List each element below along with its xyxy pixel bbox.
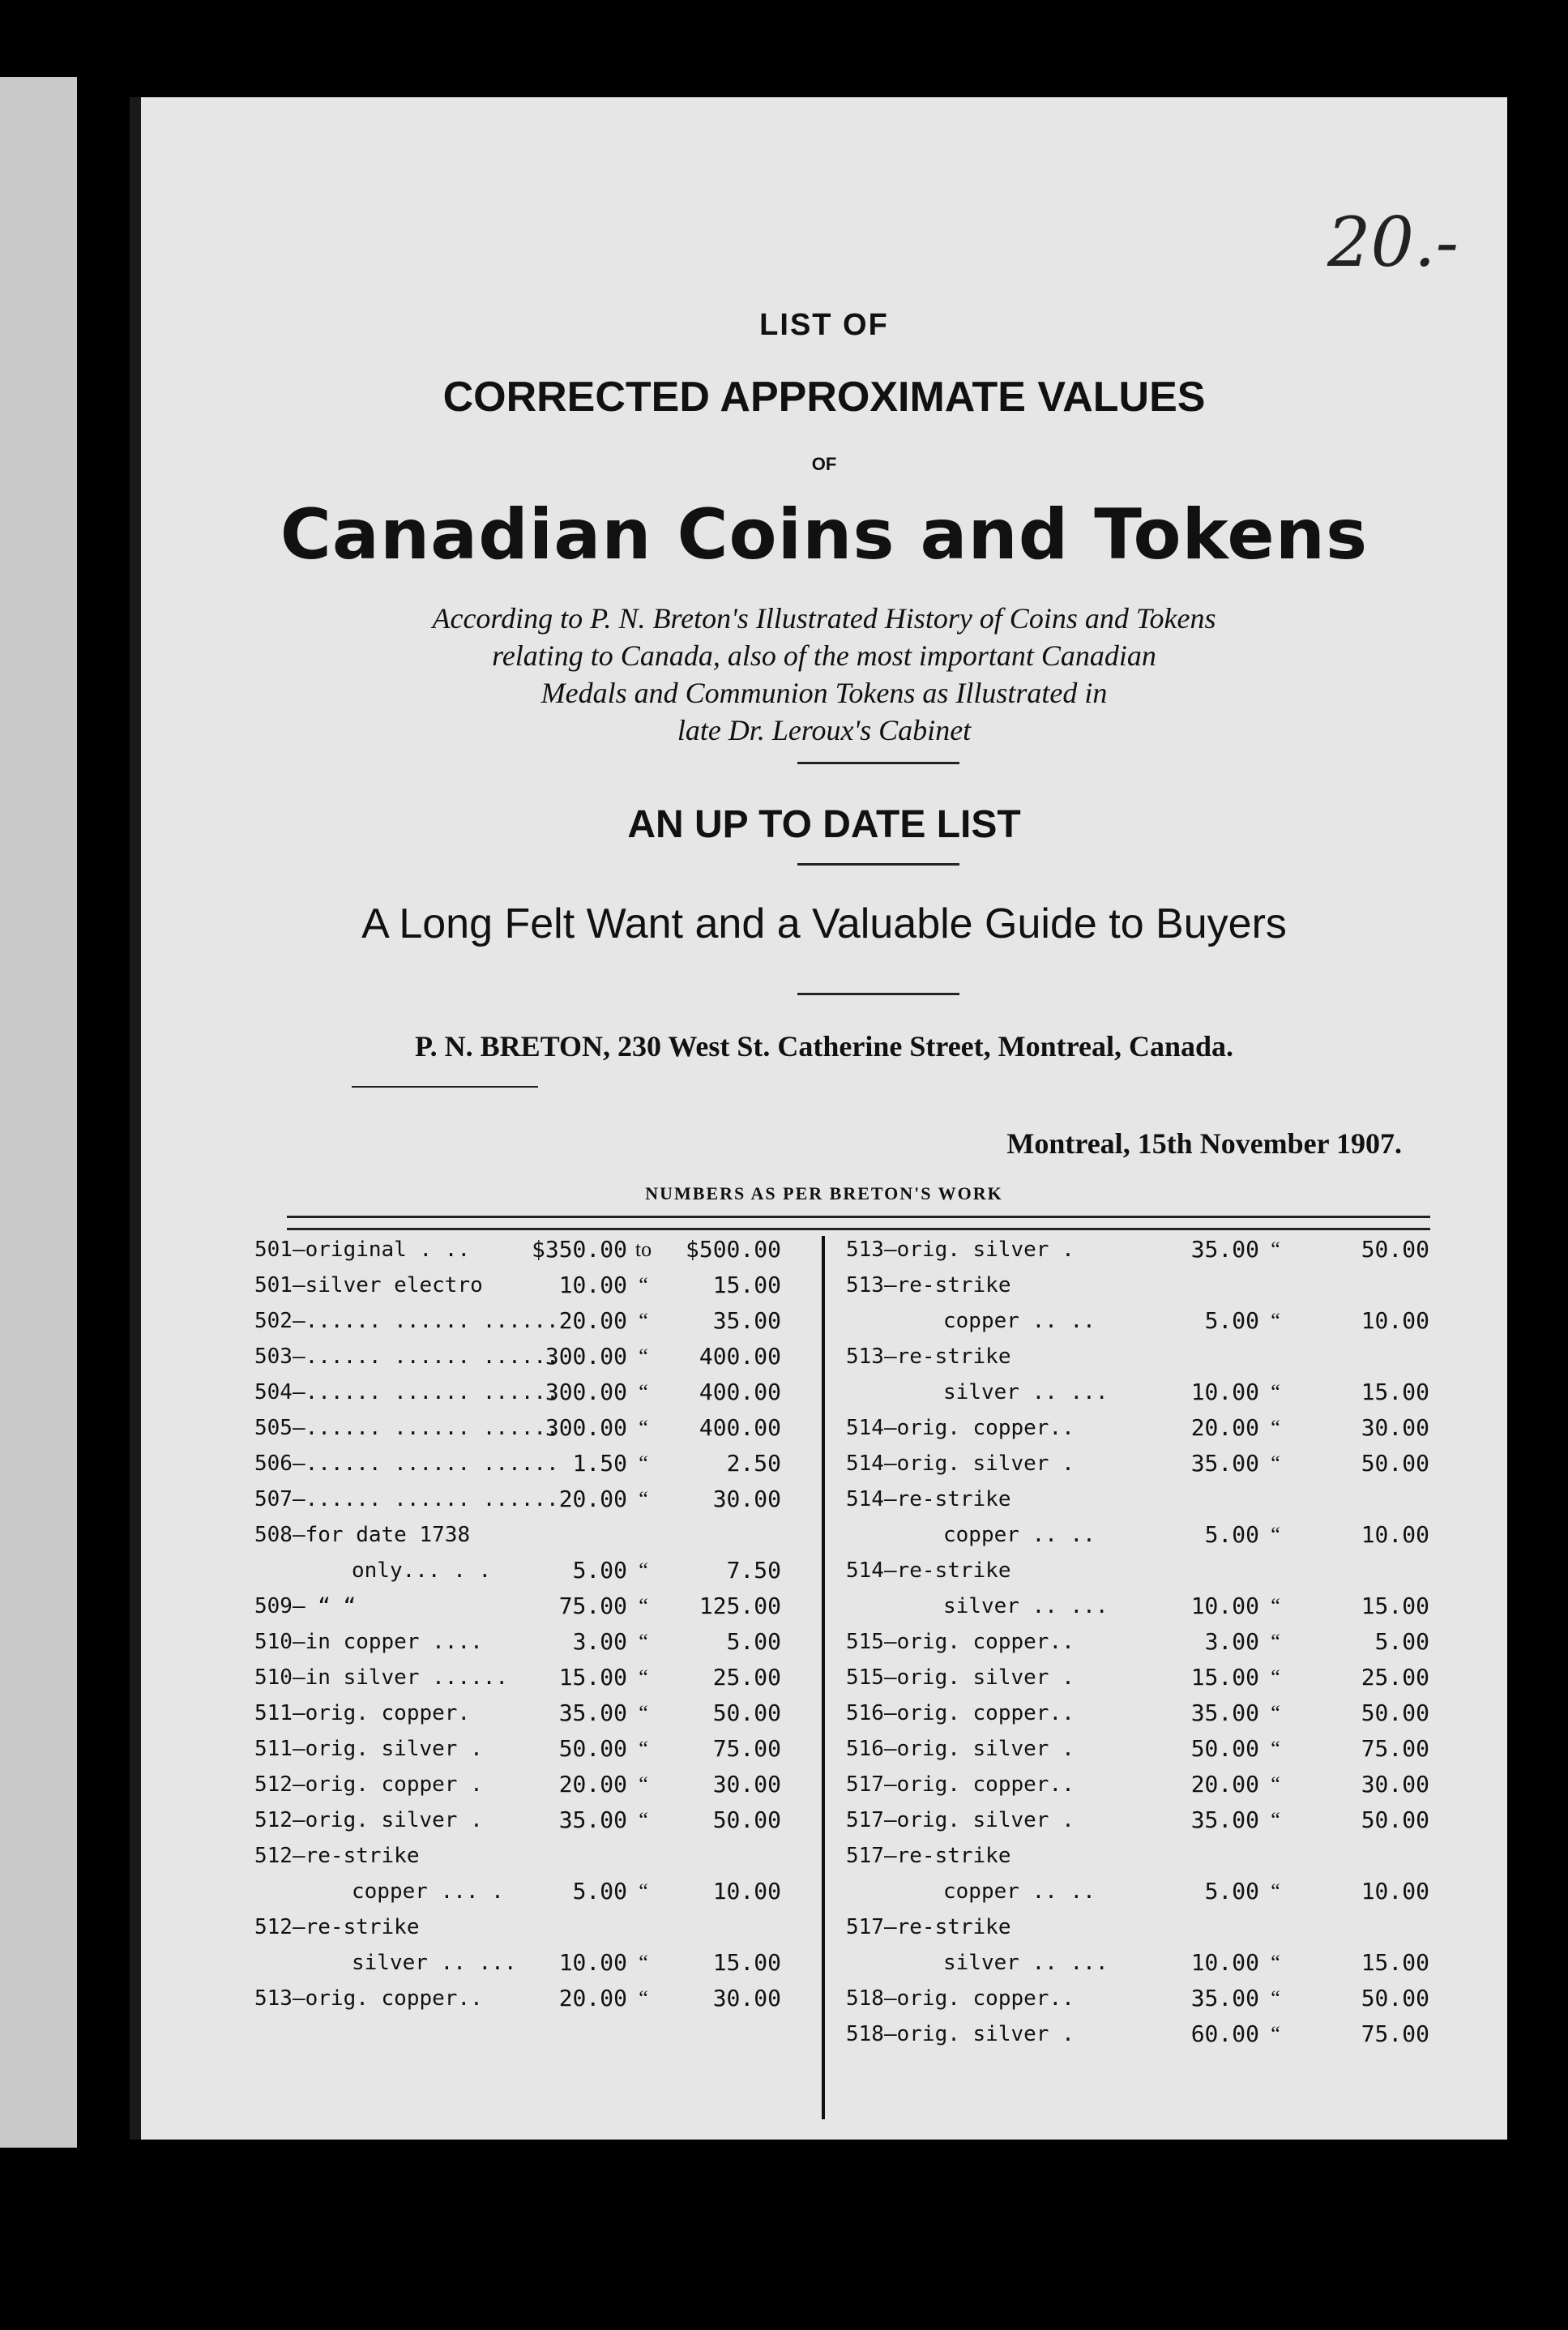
value-low: 10.00 <box>1190 1379 1259 1405</box>
document-page <box>130 97 1507 2140</box>
value-low: 5.00 <box>572 1878 627 1905</box>
item-description: 501—silver electro <box>254 1273 483 1298</box>
table-row <box>254 1695 814 1731</box>
value-low: 300.00 <box>545 1343 627 1370</box>
value-high: 75.00 <box>1361 2020 1429 2047</box>
table-row <box>846 1588 1462 1624</box>
table-row <box>846 1268 1462 1303</box>
price-list-left <box>254 1232 814 2016</box>
value-low: 1.50 <box>572 1450 627 1477</box>
value-separator: “ <box>639 1951 648 1974</box>
value-separator: “ <box>1271 1630 1280 1653</box>
item-description: 512—re-strike <box>254 1915 420 1939</box>
table-row <box>846 1410 1462 1446</box>
value-separator: “ <box>1271 1986 1280 2010</box>
subtitle-line: According to P. N. Breton's Illustrated History of Coins and Tokens <box>432 602 1216 635</box>
value-high <box>1292 1909 1429 1945</box>
item-description: 515—orig. copper.. <box>846 1630 1075 1654</box>
value-low: 10.00 <box>1190 1593 1259 1619</box>
value-separator: “ <box>1271 1701 1280 1725</box>
value-separator: “ <box>639 1487 648 1511</box>
value-high: 35.00 <box>712 1307 781 1334</box>
value-low: 10.00 <box>558 1272 627 1298</box>
value-low: 35.00 <box>558 1699 627 1726</box>
table-row <box>846 1517 1462 1553</box>
table-row <box>254 1517 814 1553</box>
value-low: 50.00 <box>1190 1735 1259 1762</box>
value-high: 15.00 <box>712 1949 781 1976</box>
table-row <box>846 1303 1462 1339</box>
item-description: 518—orig. silver . <box>846 2022 1075 2046</box>
value-high: 50.00 <box>712 1699 781 1726</box>
table-row <box>254 1945 814 1981</box>
value-low <box>1138 1909 1259 1945</box>
value-separator: “ <box>639 1451 648 1475</box>
value-low: 10.00 <box>558 1949 627 1976</box>
value-high: 75.00 <box>1361 1735 1429 1762</box>
value-high: 15.00 <box>712 1272 781 1298</box>
item-description: 504—...... ...... ...... <box>254 1380 559 1404</box>
item-description: 501—original . .. <box>254 1238 471 1262</box>
item-description: copper .. .. <box>943 1523 1096 1547</box>
value-low: $350.00 <box>531 1236 627 1263</box>
value-separator: “ <box>1271 1808 1280 1832</box>
value-separator: “ <box>1271 1665 1280 1689</box>
item-description: 514—orig. copper.. <box>846 1416 1075 1440</box>
table-top-rule <box>287 1216 1430 1230</box>
item-description: 507—...... ...... ...... <box>254 1487 559 1511</box>
value-high: 10.00 <box>1361 1521 1429 1548</box>
divider <box>797 993 959 995</box>
value-high: 15.00 <box>1361 1949 1429 1976</box>
item-description: 502—...... ...... ...... <box>254 1309 559 1333</box>
item-description: 514—re-strike <box>846 1558 1011 1583</box>
value-separator: “ <box>1271 1737 1280 1760</box>
table-row <box>254 1838 814 1874</box>
item-description: only... . . <box>352 1558 492 1583</box>
numbers-caption: NUMBERS AS PER BRETON'S WORK <box>645 1183 1003 1203</box>
value-low: 5.00 <box>572 1557 627 1584</box>
value-separator: “ <box>639 1273 648 1297</box>
table-row <box>846 1660 1462 1695</box>
value-high: 125.00 <box>699 1593 781 1619</box>
value-low <box>1138 1481 1259 1517</box>
value-high <box>1292 1481 1429 1517</box>
item-description: 514—orig. silver . <box>846 1451 1075 1476</box>
table-row <box>254 1802 814 1838</box>
value-low: 35.00 <box>1190 1236 1259 1263</box>
item-description: silver .. ... <box>943 1951 1109 1975</box>
table-row <box>254 1553 814 1588</box>
value-low: 5.00 <box>1204 1521 1259 1548</box>
subtitle-line: relating to Canada, also of the most important Canadian <box>492 639 1156 672</box>
value-separator <box>627 1838 660 1874</box>
heading-of: OF <box>811 454 837 474</box>
table-row <box>254 1481 814 1517</box>
value-separator: “ <box>639 1380 648 1404</box>
item-description: silver .. ... <box>943 1594 1109 1618</box>
table-row <box>846 1446 1462 1481</box>
value-low: 15.00 <box>1190 1664 1259 1691</box>
value-low: 5.00 <box>1204 1878 1259 1905</box>
value-low <box>522 1838 627 1874</box>
value-high: $500.00 <box>685 1236 781 1263</box>
value-separator: “ <box>1271 2022 1280 2046</box>
item-description: 517—re-strike <box>846 1844 1011 1868</box>
value-low <box>1138 1553 1259 1588</box>
item-description: 513—re-strike <box>846 1273 1011 1298</box>
value-separator <box>627 1517 660 1553</box>
value-separator: “ <box>1271 1380 1280 1404</box>
table-row <box>254 1446 814 1481</box>
item-description: copper .. .. <box>943 1309 1096 1333</box>
table-row <box>254 1981 814 2016</box>
item-description: 515—orig. silver . <box>846 1665 1075 1690</box>
value-separator: “ <box>639 1772 648 1796</box>
subtitle-line: late Dr. Leroux's Cabinet <box>677 714 972 746</box>
value-low <box>1138 1838 1259 1874</box>
table-row <box>254 1874 814 1909</box>
item-description: 517—orig. silver . <box>846 1808 1075 1832</box>
value-low: 20.00 <box>558 1307 627 1334</box>
value-high <box>660 1838 781 1874</box>
value-separator: “ <box>639 1808 648 1832</box>
value-high: 2.50 <box>726 1450 781 1477</box>
item-description: 506—...... ...... ...... <box>254 1451 559 1476</box>
column-divider <box>822 1236 825 2119</box>
table-row <box>846 1945 1462 1981</box>
value-separator: “ <box>639 1345 648 1368</box>
table-row <box>254 1410 814 1446</box>
value-high: 25.00 <box>1361 1664 1429 1691</box>
value-low: 35.00 <box>558 1806 627 1833</box>
divider <box>797 762 959 764</box>
value-separator: “ <box>639 1986 648 2010</box>
value-high: 400.00 <box>699 1379 781 1405</box>
value-high: 50.00 <box>1361 1985 1429 2011</box>
value-separator: “ <box>1271 1238 1280 1261</box>
value-low: 20.00 <box>1190 1414 1259 1441</box>
value-separator: “ <box>1271 1772 1280 1796</box>
item-description: 511—orig. copper. <box>254 1701 471 1725</box>
table-row <box>846 1731 1462 1767</box>
value-high: 400.00 <box>699 1414 781 1441</box>
item-description: 516—orig. silver . <box>846 1737 1075 1761</box>
value-high <box>1292 1339 1429 1374</box>
table-row <box>254 1339 814 1374</box>
value-high: 30.00 <box>1361 1414 1429 1441</box>
item-description: 512—orig. silver . <box>254 1808 483 1832</box>
table-row <box>846 1695 1462 1731</box>
item-description: copper ... . <box>352 1879 504 1904</box>
value-low: 35.00 <box>1190 1985 1259 2011</box>
table-row <box>846 1553 1462 1588</box>
value-separator: “ <box>1271 1951 1280 1974</box>
value-low: 3.00 <box>1204 1628 1259 1655</box>
value-high: 5.00 <box>726 1628 781 1655</box>
value-low: 20.00 <box>558 1771 627 1798</box>
item-description: 513—orig. copper.. <box>254 1986 483 2011</box>
item-description: 516—orig. copper.. <box>846 1701 1075 1725</box>
value-low: 20.00 <box>558 1985 627 2011</box>
value-high: 75.00 <box>712 1735 781 1762</box>
table-row <box>846 1874 1462 1909</box>
item-description: 513—re-strike <box>846 1345 1011 1369</box>
table-row <box>846 2016 1462 2052</box>
item-description: 511—orig. silver . <box>254 1737 483 1761</box>
value-low <box>522 1517 627 1553</box>
value-low: 50.00 <box>558 1735 627 1762</box>
value-high <box>1292 1268 1429 1303</box>
value-high: 10.00 <box>1361 1878 1429 1905</box>
value-separator <box>1259 1553 1292 1588</box>
table-row <box>846 1624 1462 1660</box>
item-description: 514—re-strike <box>846 1487 1011 1511</box>
value-separator <box>1259 1339 1292 1374</box>
value-separator: “ <box>639 1309 648 1332</box>
value-high <box>660 1517 781 1553</box>
table-row <box>846 1339 1462 1374</box>
heading-corrected-values: CORRECTED APPROXIMATE VALUES <box>442 374 1206 421</box>
value-separator <box>1259 1481 1292 1517</box>
item-description: 512—re-strike <box>254 1844 420 1868</box>
value-high: 30.00 <box>712 1771 781 1798</box>
value-separator: to <box>634 1238 652 1261</box>
item-description: 517—re-strike <box>846 1915 1011 1939</box>
value-low: 35.00 <box>1190 1699 1259 1726</box>
value-high: 30.00 <box>712 1985 781 2011</box>
value-high: 15.00 <box>1361 1379 1429 1405</box>
value-low: 20.00 <box>1190 1771 1259 1798</box>
value-separator: “ <box>639 1558 648 1582</box>
item-description: 505—...... ...... ...... <box>254 1416 559 1440</box>
value-separator: “ <box>639 1879 648 1903</box>
value-separator: “ <box>1271 1451 1280 1475</box>
value-low <box>1138 1268 1259 1303</box>
value-separator: “ <box>639 1416 648 1439</box>
value-separator: “ <box>639 1737 648 1760</box>
value-high: 30.00 <box>712 1486 781 1512</box>
value-separator: “ <box>1271 1594 1280 1618</box>
value-low: 20.00 <box>558 1486 627 1512</box>
value-low: 300.00 <box>545 1379 627 1405</box>
value-high: 50.00 <box>1361 1806 1429 1833</box>
price-list-right <box>846 1232 1462 2052</box>
table-row <box>846 1374 1462 1410</box>
table-row <box>846 1802 1462 1838</box>
table-row <box>254 1303 814 1339</box>
item-description: copper .. .. <box>943 1879 1096 1904</box>
item-description: silver .. ... <box>352 1951 517 1975</box>
value-low: 35.00 <box>1190 1806 1259 1833</box>
table-row <box>254 1660 814 1695</box>
item-description: 513—orig. silver . <box>846 1238 1075 1262</box>
item-description: 510—in copper .... <box>254 1630 483 1654</box>
divider <box>352 1086 538 1088</box>
table-row <box>846 1909 1462 1945</box>
item-description: silver .. ... <box>943 1380 1109 1404</box>
value-high: 15.00 <box>1361 1593 1429 1619</box>
item-description: 517—orig. copper.. <box>846 1772 1075 1797</box>
value-high <box>1292 1838 1429 1874</box>
value-separator: “ <box>1271 1309 1280 1332</box>
document-date: Montreal, 15th November 1907. <box>1006 1127 1402 1160</box>
subtitle-line: Medals and Communion Tokens as Illustrated in <box>540 677 1108 709</box>
table-row <box>254 1767 814 1802</box>
item-description: 509— “ “ <box>254 1594 357 1618</box>
item-description: 510—in silver ...... <box>254 1665 509 1690</box>
page-title: Canadian Coins and Tokens <box>280 494 1369 575</box>
value-separator: “ <box>639 1594 648 1618</box>
value-low: 5.00 <box>1204 1307 1259 1334</box>
table-row <box>254 1909 814 1945</box>
value-separator <box>1259 1838 1292 1874</box>
value-high: 50.00 <box>1361 1699 1429 1726</box>
adjacent-page-edge <box>0 77 77 2148</box>
value-low: 10.00 <box>1190 1949 1259 1976</box>
value-low: 60.00 <box>1190 2020 1259 2047</box>
table-row <box>846 1838 1462 1874</box>
value-low: 35.00 <box>1190 1450 1259 1477</box>
value-low: 15.00 <box>558 1664 627 1691</box>
value-high <box>1292 1553 1429 1588</box>
value-separator: “ <box>639 1630 648 1653</box>
value-low: 3.00 <box>572 1628 627 1655</box>
table-row <box>846 1767 1462 1802</box>
value-high <box>660 1909 781 1945</box>
value-high: 25.00 <box>712 1664 781 1691</box>
divider <box>797 863 959 866</box>
publisher-address: P. N. BRETON, 230 West St. Catherine Street, Montreal, Canada. <box>414 1030 1233 1062</box>
value-separator <box>1259 1268 1292 1303</box>
value-separator: “ <box>1271 1416 1280 1439</box>
heading-list-of: LIST OF <box>759 308 889 342</box>
item-description: 518—orig. copper.. <box>846 1986 1075 2011</box>
item-description: 512—orig. copper . <box>254 1772 483 1797</box>
table-row <box>846 1481 1462 1517</box>
value-low <box>1138 1339 1259 1374</box>
value-separator <box>1259 1909 1292 1945</box>
handwritten-price: 20.- <box>1327 203 1459 282</box>
value-low: 75.00 <box>558 1593 627 1619</box>
value-high: 10.00 <box>1361 1307 1429 1334</box>
subtitle <box>141 600 1507 749</box>
table-row <box>254 1268 814 1303</box>
value-high: 5.00 <box>1374 1628 1429 1655</box>
heading-up-to-date: AN UP TO DATE LIST <box>627 803 1021 846</box>
value-high: 50.00 <box>1361 1450 1429 1477</box>
value-high: 10.00 <box>712 1878 781 1905</box>
table-row <box>254 1731 814 1767</box>
table-row <box>254 1624 814 1660</box>
value-high: 50.00 <box>712 1806 781 1833</box>
value-separator: “ <box>1271 1879 1280 1903</box>
value-high: 50.00 <box>1361 1236 1429 1263</box>
item-description: 503—...... ...... ...... <box>254 1345 559 1369</box>
value-low: 300.00 <box>545 1414 627 1441</box>
item-description: 508—for date 1738 <box>254 1523 471 1547</box>
table-row <box>254 1588 814 1624</box>
table-row <box>846 1981 1462 2016</box>
table-row <box>846 1232 1462 1268</box>
value-high: 7.50 <box>726 1557 781 1584</box>
table-row <box>254 1374 814 1410</box>
value-low <box>522 1909 627 1945</box>
heading-long-felt-want: A Long Felt Want and a Valuable Guide to Buyers <box>361 900 1287 947</box>
value-separator: “ <box>1271 1523 1280 1546</box>
table-row <box>254 1232 814 1268</box>
value-high: 400.00 <box>699 1343 781 1370</box>
value-separator: “ <box>639 1665 648 1689</box>
value-separator <box>627 1909 660 1945</box>
value-separator: “ <box>639 1701 648 1725</box>
value-high: 30.00 <box>1361 1771 1429 1798</box>
